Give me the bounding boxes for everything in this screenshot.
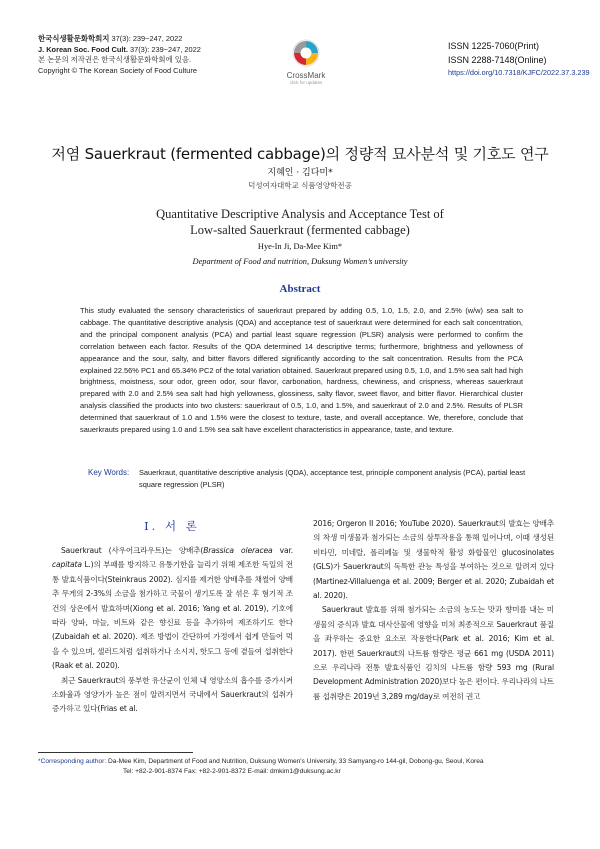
journal-cite-ko: 37(3): 239~247, 2022: [109, 34, 183, 43]
copyright-en: Copyright © The Korean Society of Food Culture: [38, 65, 197, 75]
issn-online: ISSN 2288-7148(Online): [448, 55, 547, 65]
journal-name-ko: 한국식생활문화학회지: [38, 34, 110, 43]
abstract-text: This study evaluated the sensory characteristics of sauerkraut prepared by adding 0.5, 1.0, 1.5, 2.0, and 2.5% (w/w) sea salt to cabbage. The quantitative descriptive analysis (QDA) and acceptance test of sauerkraut were determined for each salt concentration, and the principal component analysis (PCA) and partial least square regression (PLSR) analysis were performed to confirm the correlation between each factor. Results of the QDA determined 14 descriptive terms; furthermore, brightness and yellowness of appearance and the sour, salty, and bitter flavors differed significantly according to the salt concentration. Results from the PCA explained 22.56% PC1 and 65.34% PC2 of the total variation obtained. Sauerkraut prepared using 0.5, 1.0, and 1.5% sea salt had high brightness, moistness, sour odor, green odor, sour flavor, carbonation, hardness, chewiness, and crispness, whereas sauerkraut prepared with 2.0 and 2.5% sea salt had high yellowness, glossiness, salty flavor, sweet flavor, and bitter flavor. Hierarchical cluster analysis classified the products into two clusters: sauerkraut of 0.5, 1.0, and 1.5%, and sauerkraut of 2.0 and 2.5%. Results of PLSR determined that sauerkraut of 1.0 and 1.5% were the closest to texture, taste, and overall acceptance. We, therefore, conclude that sauerkrauts prepared using 1.0 and 1.5% sea salt have excellent characteristics in appearance, taste, and texture.: [80, 306, 523, 435]
issn-block: [448, 39, 590, 79]
title-english: [0, 206, 600, 238]
contact-info: Tel: +82-2-901-8374 Fax: +82-2-901-8372 E-mail: dmkim1@duksung.ac.kr: [123, 767, 341, 775]
title-korean: 저염 Sauerkraut (fermented cabbage)의 정량적 묘사분석 및 기호도 연구: [51, 145, 549, 163]
section-heading-introduction: Ⅰ. 서 론: [144, 519, 200, 533]
crossmark-logo-icon: [291, 38, 321, 68]
journal-cite-en: 37(3): 239~247, 2022: [127, 44, 201, 54]
body-column-left: [52, 544, 293, 717]
crossmark-badge[interactable]: [280, 38, 332, 85]
variety-name: capitata: [52, 560, 82, 570]
keywords-text: Sauerkraut, quantitative descriptive analysis (QDA), acceptance test, principle component analysis (PCA), partial least square regression (PLSR): [139, 468, 526, 489]
corresponding-text: Da-Mee Kim, Department of Food and Nutrition, Duksung Women's University, 33 Samyang-ro 144-gil, Dobong-gu, Seoul, Korea: [106, 758, 484, 765]
corresponding-author-note: [38, 757, 558, 776]
authors-korean: 지혜인 · 김다미*: [267, 168, 333, 178]
copyright-ko: 본 논문의 저작권은 한국식생활문화학회에 있음.: [38, 55, 192, 64]
crossmark-sub: click for updates: [289, 80, 323, 85]
species-name: Brassica oleracea: [203, 546, 273, 555]
text-run: L.)의 부패를 방지하고 유통기한을 늘리기 위해 제조한 독일의 전통 발효식품이다(Steinkraus 2002). 심지를 제거한 양배추를 채썰어 양배추 무게의 2-3%의 소금을 첨가하고 국물이 생기도록 잘 섞은 후 혐기적 조건의 상온에서 발효하며(Xiong et al. 2016; Yang et al. 2019), 기호에 따라 양파, 마늘, 비트와 같은 향신료 등을 추가하여 제조하기도 한다(Zubaidah et al. 2020). 제조 방법이 간단하여 가정에서 쉽게 만들어 먹을 수 있으며, 샐러드처럼 섭취하거나 소시지, 핫도그 등에 곁들여 섭취한다(Raak et al. 2020).: [52, 560, 293, 671]
text-run: var.: [272, 546, 293, 555]
corresponding-label: *Corresponding author:: [38, 758, 107, 765]
abstract-heading: Abstract: [279, 283, 321, 295]
footer-divider: [38, 752, 193, 753]
intro-paragraph-1: [52, 544, 293, 674]
crossmark-label: CrossMark: [286, 71, 326, 80]
issn-print: ISSN 1225-7060(Print): [448, 41, 540, 51]
affiliation-english: Department of Food and nutrition, Duksung Women’s university: [192, 257, 408, 266]
intro-paragraph-2: 최근 Sauerkraut의 풍부한 유산균이 인체 내 영양소의 흡수를 증가시켜 소화율과 영양가가 높은 점이 알려지면서 국내에서 Sauerkraut의 섭취가 증가하고 있다(Frias et al.: [52, 675, 293, 714]
affiliation-korean: 덕성여자대학교 식품영양학전공: [248, 181, 352, 190]
intro-paragraph-4: Sauerkraut 발효를 위해 첨가되는 소금의 농도는 맛과 향미를 내는 미생물의 증식과 발효 대사산물에 영향을 미쳐 최종적으로 Sauerkraut 품질을 좌우하는 중요한 요소로 작용한다(Park et al. 2016; Kim et al. 2017). 한편 Sauerkraut의 나트륨 함량은 평균 661 mg (USDA 2011)으로 우리나라 전통 발효식품인 김치의 나트륨 함량 593 mg (Rural Development Administration 2020)보다 높은 편이다. 우리나라의 나트륨 섭취량은 2019년 3,289 mg/day로 여전히 권고: [313, 605, 554, 701]
authors-english: Hye-In Ji, Da-Mee Kim*: [257, 242, 343, 251]
doi-link[interactable]: https://doi.org/10.7318/KJFC/2022.37.3.239: [448, 68, 590, 77]
journal-name-en: J. Korean Soc. Food Cult.: [38, 44, 128, 54]
intro-paragraph-3: 2016; Orgeron II 2016; YouTube 2020). Sauerkraut의 발효는 양배추의 착생 미생물과 첨가되는 소금의 삼투작용을 통해 일어나며, 이때 생성된 비타민, 미네랄, 폴리페놀 및 생물학적 활성 화합물인 glucosinolates (GLS)가 Sauerkraut의 독특한 관능 특성을 부여하는 것으로 알려져 있다(Martinez-Villaluenga et al. 2009; Berger et al. 2020; Zubaidah et al. 2020).: [313, 519, 554, 601]
title-english-line2: Low-salted Sauerkraut (fermented cabbage): [190, 223, 410, 237]
text-run: Sauerkraut (사우어크라우트)는 양배추(: [61, 546, 204, 555]
journal-header: [38, 34, 201, 76]
keywords-label: Key Words:: [88, 468, 130, 477]
title-english-line1: Quantitative Descriptive Analysis and Acceptance Test of: [156, 207, 444, 221]
body-column-right: [313, 517, 554, 704]
